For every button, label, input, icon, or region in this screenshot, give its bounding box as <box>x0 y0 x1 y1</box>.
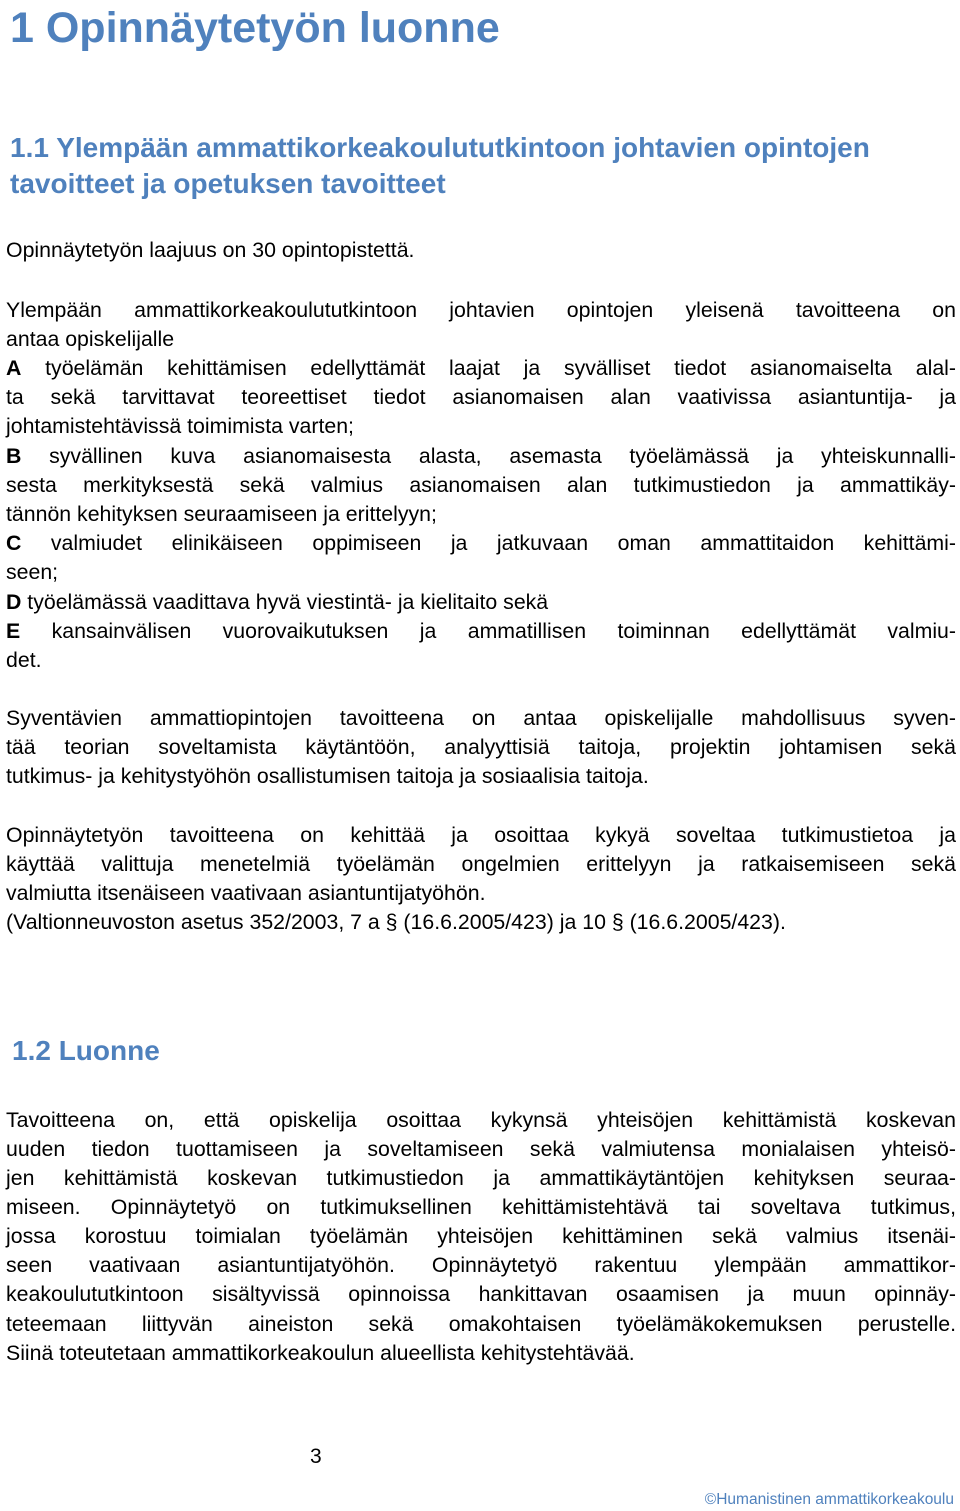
goal-letter: C <box>6 531 22 555</box>
advanced-studies-line: tää teorian soveltamista käytäntöön, analyyttisiä taitoja, projektin johtamisen sekä <box>6 735 956 759</box>
footer-copyright: ©Humanistinen ammattikorkeakoulu <box>704 1491 954 1508</box>
nature-line: teteemaan liittyvän aineiston sekä omakohtaisen työelämäkokemuksen perustelle. <box>6 1312 956 1336</box>
goal-text: työelämässä vaadittava hyvä viestintä- ja kielitaito sekä <box>21 590 549 614</box>
goal-text: työelämän kehittämisen edellyttämät laajat ja syvälliset tiedot asianomaiselta alal- <box>21 356 956 380</box>
goal-text: kansainvälisen vuorovaikutuksen ja ammatillisen toiminnan edellyttämät valmiu- <box>20 619 956 643</box>
nature-line: miseen. Opinnäytetyö on tutkimuksellinen kehittämistehtävä tai soveltava tutkimus, <box>6 1195 956 1219</box>
goal-text: syvällinen kuva asianomaisesta alasta, asemasta työelämässä ja yhteiskunnalli- <box>21 444 956 468</box>
goal-letter: A <box>6 356 22 380</box>
goal-letter: B <box>6 444 22 468</box>
goal-e-line <box>6 617 956 646</box>
decree-reference: (Valtionneuvoston asetus 352/2003, 7 a § (16.6.2005/423) ja 10 § (16.6.2005/423). <box>6 910 786 934</box>
section-heading-1-2: 1.2 Luonne <box>12 1035 160 1066</box>
thesis-goal-line: valmiutta itsenäiseen vaativaan asiantuntijatyöhön. <box>6 881 486 905</box>
thesis-goal-line: Opinnäytetyön tavoitteena on kehittää ja osoittaa kykyä soveltaa tutkimustietoa ja <box>6 823 956 847</box>
goal-d-line <box>6 588 956 617</box>
nature-line: jossa korostuu toimialan työelämän yhteisöjen kehittäminen sekä valmius itsenäi- <box>6 1224 956 1248</box>
goal-e-line: det. <box>6 648 42 672</box>
scope-text: Opinnäytetyön laajuus on 30 opintopistettä. <box>6 238 415 262</box>
advanced-studies-line: Syventävien ammattiopintojen tavoitteena on antaa opiskelijalle mahdollisuus syven- <box>6 706 956 730</box>
goal-c-line <box>6 529 956 558</box>
goal-text: valmiudet elinikäiseen oppimiseen ja jatkuvaan oman ammattitaidon kehittämi- <box>21 531 956 555</box>
section-heading-line: tavoitteet ja opetuksen tavoitteet <box>10 168 446 199</box>
goal-letter: D <box>6 590 22 614</box>
nature-line: keakoulututkintoon sisältyvissä opinnoissa hankittavan osaamisen ja muun opinnäy- <box>6 1282 956 1306</box>
goal-b-line: sesta merkityksestä sekä valmius asianomaisen alan tutkimustiedon ja ammattikäy- <box>6 473 956 497</box>
intro-line: antaa opiskelijalle <box>6 327 175 351</box>
goal-b-line <box>6 442 956 471</box>
nature-line: Siinä toteutetaan ammattikorkeakoulun alueellista kehitystehtävää. <box>6 1341 635 1365</box>
goal-a-line: johtamistehtävissä toimimista varten; <box>6 414 354 438</box>
goal-b-line: tännön kehityksen seuraamiseen ja erittelyyn; <box>6 502 437 526</box>
nature-line: seen vaativaan asiantuntijatyöhön. Opinnäytetyö rakentuu ylempään ammattikor- <box>6 1253 956 1277</box>
nature-line: uuden tiedon tuottamiseen ja soveltamiseen sekä valmiutensa monialaisen yhteisö- <box>6 1137 956 1161</box>
thesis-goal-line: käyttää valittuja menetelmiä työelämän ongelmien erittelyyn ja ratkaisemiseen sekä <box>6 852 956 876</box>
page-number: 3 <box>310 1445 322 1468</box>
goal-c-line: seen; <box>6 560 59 584</box>
nature-line: Tavoitteena on, että opiskelija osoittaa kykynsä yhteisöjen kehittämistä koskevan <box>6 1108 956 1132</box>
advanced-studies-line: tutkimus- ja kehitystyöhön osallistumisen taitoja ja sosiaalisia taitoja. <box>6 764 649 788</box>
goal-letter: E <box>6 619 21 643</box>
nature-line: jen kehittämistä koskevan tutkimustiedon ja ammattikäytäntöjen kehityksen seuraa- <box>6 1166 956 1190</box>
section-heading-line: 1.1 Ylempään ammattikorkeakoulututkintoon johtavien opintojen <box>10 132 870 163</box>
section-heading-1-1 <box>10 130 955 202</box>
goal-a-line <box>6 354 956 383</box>
intro-line: Ylempään ammattikorkeakoulututkintoon johtavien opintojen yleisenä tavoitteena on <box>6 298 956 322</box>
chapter-heading: 1 Opinnäytetyön luonne <box>10 4 500 52</box>
goal-a-line: ta sekä tarvittavat teoreettiset tiedot asianomaisen alan vaativissa asiantuntija- ja <box>6 385 956 409</box>
